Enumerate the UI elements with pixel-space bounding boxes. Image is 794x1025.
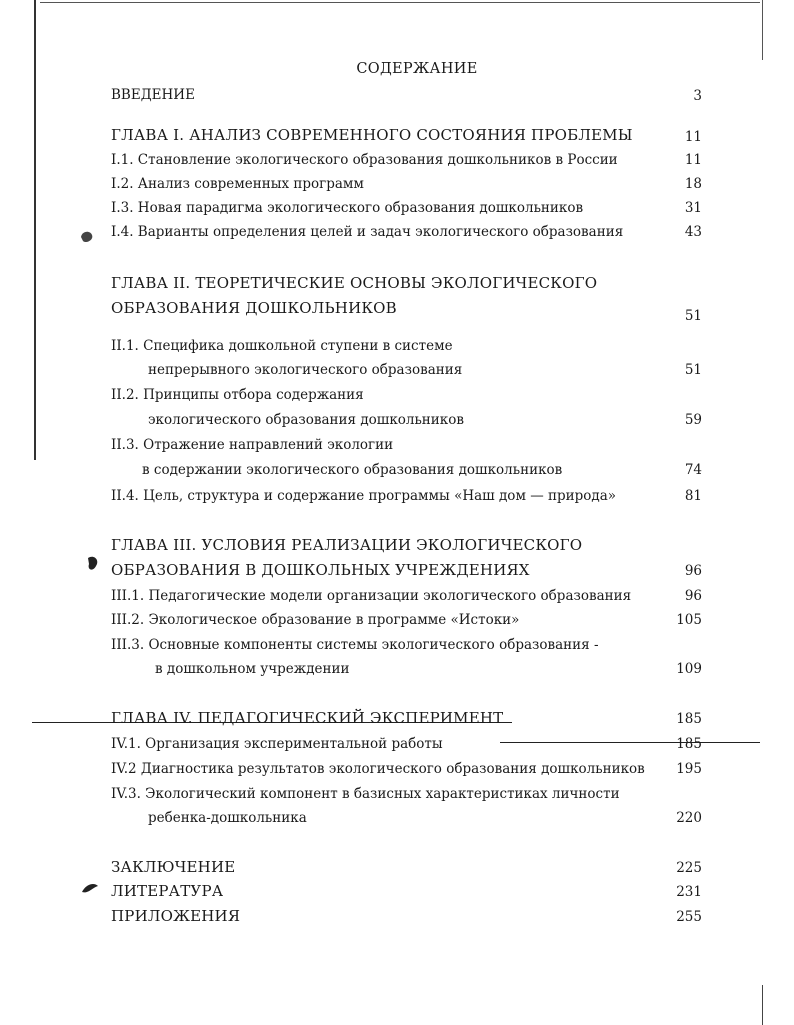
toc-ch4-page: 185 [676,711,702,727]
toc-ch3-s2: III.2. Экологическое образование в программе «Истоки» [111,612,520,628]
toc-ch4-s1-page: 185 [676,736,702,752]
toc-ch3-s3-line1: III.3. Основные компоненты системы экологического образования - [111,637,599,653]
toc-ch4-s3-line2: ребенка-дошкольника [148,810,307,826]
toc-ch2-line2: ОБРАЗОВАНИЯ ДОШКОЛЬНИКОВ [111,299,397,317]
toc-ch4-s3-line1: IV.3. Экологический компонент в базисных характеристиках личности [111,786,620,802]
toc-ch1-s2-page: 18 [684,176,702,192]
scan-border-bottom-right [762,985,763,1025]
smudge-icon [78,228,96,246]
toc-ch1-s4: I.4. Варианты определения целей и задач экологического образования [111,224,624,240]
toc-intro-page: 3 [693,88,702,104]
toc-intro: ВВЕДЕНИЕ [111,87,195,103]
toc-ch1-s3: I.3. Новая парадигма экологического образования дошкольников [111,200,584,216]
toc-literature-page: 231 [676,884,702,900]
toc-ch3-s1: III.1. Педагогические модели организации экологического образования [111,588,632,604]
toc-ch3-s3-line2: в дошкольном учреждении [155,661,350,677]
toc-ch1: ГЛАВА I. АНАЛИЗ СОВРЕМЕННОГО СОСТОЯНИЯ ПРОБЛЕМЫ [111,126,633,144]
toc-appendix: ПРИЛОЖЕНИЯ [111,907,241,925]
smudge-icon [80,880,100,898]
toc-literature: ЛИТЕРАТУРА [111,882,224,900]
toc-ch2-s1-line2: непрерывного экологического образования [148,362,463,378]
toc-ch2-line1: ГЛАВА II. ТЕОРЕТИЧЕСКИЕ ОСНОВЫ ЭКОЛОГИЧЕСКОГО [111,274,598,292]
toc-ch1-s4-page: 43 [684,224,702,240]
toc-ch4: ГЛАВА IV. ПЕДАГОГИЧЕСКИЙ ЭКСПЕРИМЕНТ [111,709,504,727]
toc-ch4-s2: IV.2 Диагностика результатов экологического образования дошкольников [111,761,645,777]
toc-ch2-s3-line2: в содержании экологического образования дошкольников [142,462,563,478]
toc-ch4-s2-page: 195 [676,761,702,777]
toc-title: СОДЕРЖАНИЕ [356,61,478,77]
toc-ch2-s4-page: 81 [684,488,702,504]
toc-ch2-s2-line2: экологического образования дошкольников [148,412,464,428]
toc-ch3-s1-page: 96 [684,588,702,604]
toc-ch2-page: 51 [684,308,702,324]
toc-ch2-s4: II.4. Цель, структура и содержание программы «Наш дом — природа» [111,488,617,504]
toc-ch3-s2-page: 105 [676,612,702,628]
toc-appendix-page: 255 [676,909,702,925]
toc-ch3-s3-page: 109 [676,661,702,677]
toc-ch3-line2: ОБРАЗОВАНИЯ В ДОШКОЛЬНЫХ УЧРЕЖДЕНИЯХ [111,561,530,579]
toc-ch2-s2-page: 59 [684,412,702,428]
toc-ch2-s1-line1: II.1. Специфика дошкольной ступени в системе [111,338,453,354]
toc-ch1-s1: I.1. Становление экологического образования дошкольников в России [111,152,618,168]
toc-conclusion: ЗАКЛЮЧЕНИЕ [111,858,236,876]
toc-ch1-s2: I.2. Анализ современных программ [111,176,364,192]
toc-ch4-s1: IV.1. Организация экспериментальной работы [111,736,443,752]
toc-ch1-s3-page: 31 [684,200,702,216]
toc-ch3-page: 96 [684,563,702,579]
toc-ch2-s3-line1: II.3. Отражение направлений экологии [111,437,394,453]
toc-ch1-page: 11 [684,129,702,145]
scan-border-top [40,2,760,3]
toc-ch4-s3-page: 220 [676,810,702,826]
toc-ch2-s3-page: 74 [684,462,702,478]
smudge-icon [84,554,102,576]
toc-ch1-s1-page: 11 [684,152,702,168]
toc-ch2-s2-line1: II.2. Принципы отбора содержания [111,387,364,403]
toc-ch2-s1-page: 51 [684,362,702,378]
toc-conclusion-page: 225 [676,860,702,876]
scan-border-right [762,0,763,60]
toc-ch3-line1: ГЛАВА III. УСЛОВИЯ РЕАЛИЗАЦИИ ЭКОЛОГИЧЕСКОГО [111,536,583,554]
